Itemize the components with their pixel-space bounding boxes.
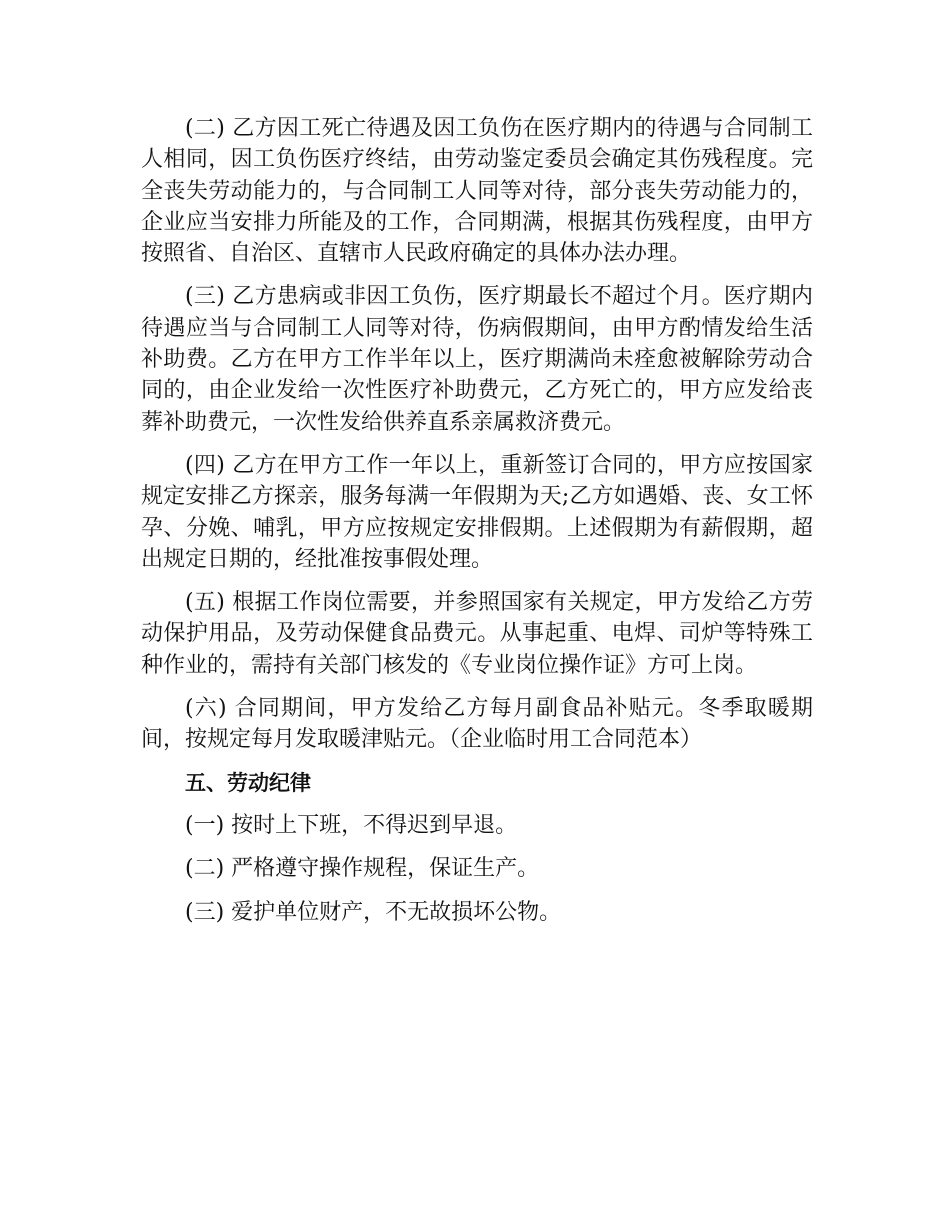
paragraph-home-leave: (四) 乙方在甲方工作一年以上，重新签订合同的，甲方应按国家规定安排乙方探亲，服务每满一年假期为天;乙方如遇婚、丧、女工怀孕、分娩、哺乳，甲方应按规定安排假期。上述假期为有薪假期，超出规定日期的，经批准按事假处理。 xyxy=(141,452,813,572)
discipline-item-operating-rules: (二) 严格遵守操作规程，保证生产。 xyxy=(185,856,540,882)
paragraph-sick-leave: (三) 乙方患病或非因工负伤，医疗期最长不超过个月。医疗期内待遇应当与合同制工人同等对待，伤病假期间，由甲方酌情发给生活补助费。乙方在甲方工作半年以上，医疗期满尚未痊愈被解除劳动合同的，由企业发给一次性医疗补助费元，乙方死亡的，甲方应发给丧葬补助费元，一次性发给供养直系亲属救济费元。 xyxy=(141,284,813,435)
discipline-item-punctuality: (一) 按时上下班，不得迟到早退。 xyxy=(185,812,518,838)
document-page xyxy=(141,113,813,940)
paragraph-subsidies: (六) 合同期间，甲方发给乙方每月副食品补贴元。冬季取暖期间，按规定每月发取暖津贴元。（企业临时用工合同范本） xyxy=(141,696,813,753)
paragraph-protective-equipment: (五) 根据工作岗位需要，并参照国家有关规定，甲方发给乙方劳动保护用品，及劳动保健食品费元。从事起重、电焊、司炉等特殊工种作业的，需持有关部门核发的《专业岗位操作证》方可上岗。 xyxy=(141,590,813,678)
paragraph-injury-treatment: (二) 乙方因工死亡待遇及因工负伤在医疗期内的待遇与合同制工人相同，因工负伤医疗终结，由劳动鉴定委员会确定其伤残程度。完全丧失劳动能力的，与合同制工人同等对待，部分丧失劳动能力的，企业应当安排力所能及的工作，合同期满，根据其伤残程度，由甲方按照省、自治区、直辖市人民政府确定的具体办法办理。 xyxy=(141,116,813,267)
section-heading-labor-discipline: 五、劳动纪律 xyxy=(185,770,311,795)
discipline-item-protect-property: (三) 爱护单位财产，不无故损坏公物。 xyxy=(185,899,562,925)
